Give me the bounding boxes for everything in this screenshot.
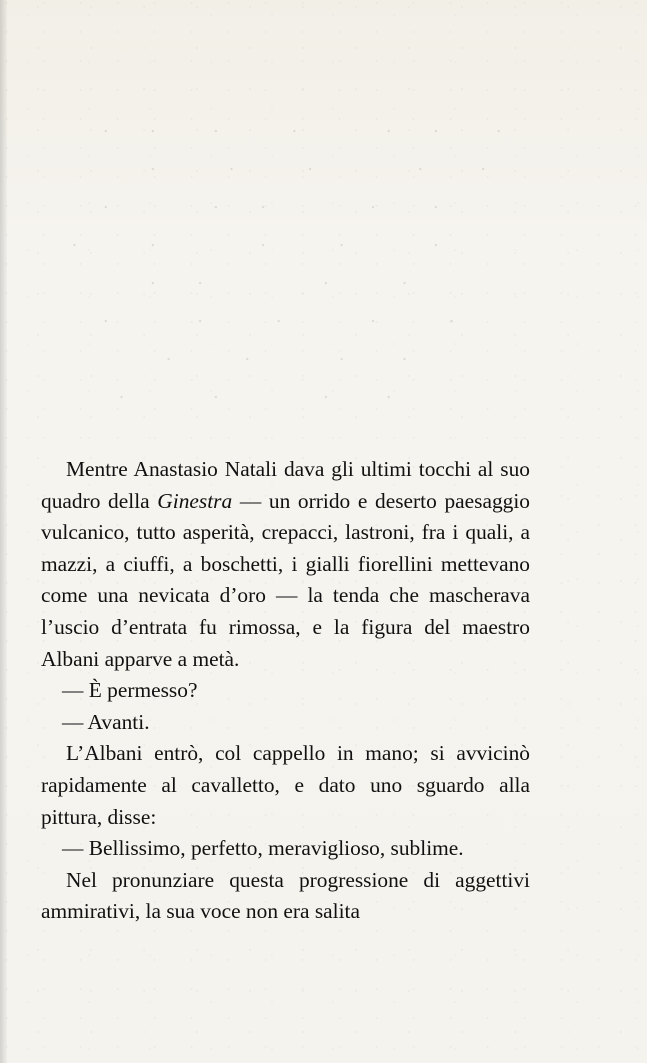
- paragraph-opening-text-after: — un orrido e deserto paesaggio vulcanico, tutto asperità, crepacci, lastroni, fra i quali, a mazzi, a ciuffi, a boschetti, i gialli fiorellini mettevano come una nevicata d’oro — la tenda che mascherava l’uscio d’entrata fu rimossa, e la figura del maestro Albani apparve a metà.: [41, 488, 530, 671]
- paragraph-opening-text-before: Mentre Anastasio Natali dava gli ultimi tocchi al suo quadro della: [41, 457, 530, 513]
- paragraph-opening: [41, 454, 530, 675]
- paragraph-albani-enters: L’Albani entrò, col cappello in mano; si avvicinò rapidamente al cavalletto, e dato uno sguardo alla pittura, disse:: [41, 741, 530, 829]
- page-edge-shadow: [0, 0, 7, 1063]
- paragraph-voice: Nel pronunziare questa progressione di aggettivi ammirativi, la sua voce non era salita: [41, 867, 530, 924]
- dialogue-come-in: — Avanti.: [62, 709, 150, 734]
- page-text: [41, 454, 530, 928]
- dialogue-praise: — Bellissimo, perfetto, meraviglioso, sublime.: [62, 836, 464, 861]
- italic-title-ginestra: Ginestra: [157, 488, 233, 513]
- show-through-background: . . . . . . . . . . . . . . . . . . . . . . . . . . . . . . . . . . . . . . .: [71, 116, 512, 403]
- dialogue-permission: — È permesso?: [62, 678, 198, 703]
